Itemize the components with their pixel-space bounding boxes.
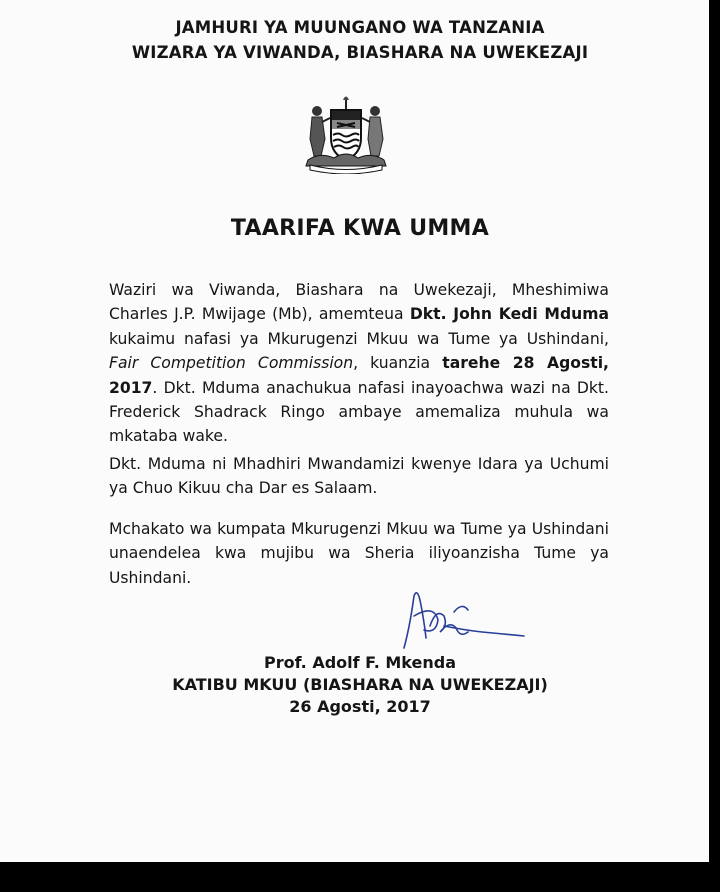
coat-of-arms-icon — [300, 94, 392, 174]
signing-date: 26 Agosti, 2017 — [289, 697, 431, 716]
paragraph-text: . Dkt. Mduma anachukua nafasi inayoachwa wazi na Dkt. Frederick Shadrack Ringo ambaye amemaliza muhula wa mkataba wake. — [109, 378, 609, 446]
announcement-paragraph — [109, 278, 609, 449]
header-country: JAMHURI YA MUUNGANO WA TANZANIA — [175, 18, 545, 37]
effective-date: tarehe 28 Agosti, 2017 — [109, 354, 609, 397]
document-title: TAARIFA KWA UMMA — [230, 216, 490, 241]
handwritten-signature-icon — [384, 586, 534, 656]
appointee-name: Dkt. John Kedi Mduma — [409, 305, 609, 324]
signer-name: Prof. Adolf F. Mkenda — [263, 653, 457, 672]
appointee-background-paragraph: Dkt. Mduma ni Mhadhiri Mwandamizi kwenye Idara ya Uchumi ya Chuo Kikuu cha Dar es Salaam. — [109, 455, 609, 498]
header-ministry: WIZARA YA VIWANDA, BIASHARA NA UWEKEZAJI — [131, 43, 589, 62]
signer-position: KATIBU MKUU (BIASHARA NA UWEKEZAJI) — [172, 675, 548, 694]
paragraph-text: , kuanzia — [353, 354, 443, 373]
recruitment-paragraph: Mchakato wa kumpata Mkurugenzi Mkuu wa Tume ya Ushindani unaendelea kwa mujibu wa Sheria iliyoanzisha Tume ya Ushindani. — [109, 520, 609, 587]
commission-name: Fair Competition Commission — [109, 354, 354, 373]
paragraph-text: kukaimu nafasi ya Mkurugenzi Mkuu wa Tume ya Ushindani, — [109, 329, 609, 348]
paragraph-text: Waziri wa Viwanda, Biashara na Uwekezaji, Mheshimiwa Charles J.P. Mwijage (Mb), amemteua — [109, 281, 609, 324]
